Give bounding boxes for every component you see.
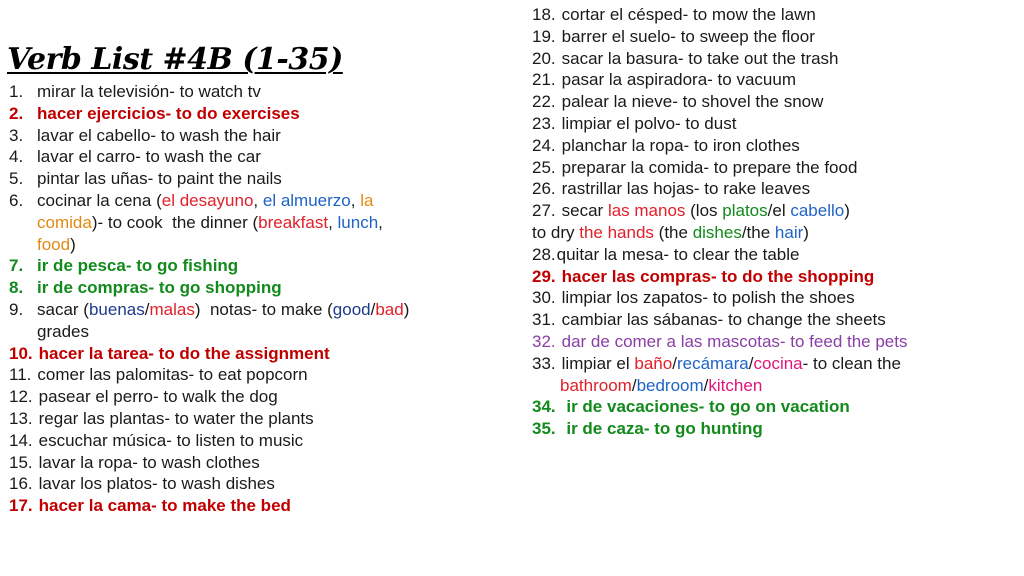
list-item-continuation: [9, 234, 509, 256]
list-item: [9, 125, 509, 147]
item-number: 23.: [532, 113, 556, 133]
item-text: good: [332, 299, 371, 319]
item-text: the hands: [579, 222, 654, 242]
list-item: [9, 364, 509, 386]
item-number: 9.: [9, 299, 24, 319]
item-number: 28.: [532, 244, 556, 264]
item-text: /: [370, 299, 376, 319]
item-text: )- to cook the dinner (: [91, 212, 259, 232]
list-item: [532, 287, 1020, 309]
item-text: /: [748, 353, 754, 373]
item-text: barrer el suelo- to sweep the floor: [561, 26, 815, 46]
list-item: [9, 408, 509, 430]
item-text: las manos: [607, 201, 686, 221]
list-item: [9, 430, 509, 452]
list-item: [532, 26, 1020, 48]
list-item-continuation: [9, 212, 509, 234]
item-text: comida: [37, 212, 92, 232]
item-number: 34.: [532, 397, 556, 417]
item-text: ,: [253, 190, 263, 210]
list-item: [9, 168, 509, 190]
list-item-continuation: [532, 222, 1020, 244]
item-number: 7.: [9, 256, 24, 276]
verb-list-left: [9, 81, 509, 517]
item-number: 10.: [9, 343, 33, 363]
item-text: ir de pesca- to go fishing: [37, 256, 239, 276]
item-text: limpiar el polvo- to dust: [561, 113, 737, 133]
item-text: ): [70, 234, 76, 254]
list-item: [9, 146, 509, 168]
list-item: [9, 190, 509, 212]
item-text: hair: [774, 222, 804, 242]
list-item: [9, 255, 509, 277]
item-text: comer las palomitas- to eat popcorn: [37, 365, 308, 385]
list-item-continuation: [532, 375, 1020, 397]
item-number: 22.: [532, 92, 556, 112]
list-item: [532, 309, 1020, 331]
list-item: [532, 113, 1020, 135]
item-number: 2.: [9, 103, 24, 123]
verb-list-right: [532, 4, 1020, 440]
list-item: [9, 495, 509, 517]
item-text: (los: [685, 201, 723, 221]
list-item: [9, 386, 509, 408]
item-text: cambiar las sábanas- to change the sheets: [561, 310, 886, 330]
item-text: ) notas- to make (: [194, 299, 333, 319]
item-text: /: [672, 353, 677, 373]
list-item: [532, 200, 1020, 222]
item-number: 31.: [532, 310, 556, 330]
item-text: palear la nieve- to shovel the snow: [561, 92, 824, 112]
item-text: mirar la televisión- to watch tv: [37, 82, 261, 101]
item-number: 13.: [9, 408, 33, 428]
item-text: - to clean the: [802, 353, 901, 373]
item-text: limpiar el: [561, 353, 635, 373]
item-text: hacer la cama- to make the bed: [38, 496, 291, 516]
item-text: rastrillar las hojas- to rake leaves: [561, 179, 811, 199]
list-item: [532, 48, 1020, 70]
item-number: 26.: [532, 179, 556, 199]
list-item: [532, 135, 1020, 157]
item-text: baño: [634, 353, 673, 373]
list-item: [532, 157, 1020, 179]
item-text: lavar la ropa- to wash clothes: [38, 452, 260, 472]
item-text: ): [803, 222, 809, 242]
item-text: cabello: [790, 201, 845, 221]
item-number: 12.: [9, 387, 33, 407]
item-number: 11.: [9, 365, 32, 385]
item-text: regar las plantas- to water the plants: [38, 408, 314, 428]
item-text: buenas: [88, 299, 145, 319]
item-number: 6.: [9, 190, 24, 210]
item-text: ,: [378, 212, 383, 232]
item-text: platos: [722, 201, 768, 221]
item-text: quitar la mesa- to clear the table: [556, 244, 800, 264]
item-text: hacer la tarea- to do the assignment: [38, 343, 330, 363]
list-item: [532, 244, 1020, 266]
item-text: /el: [767, 201, 791, 221]
list-item: [532, 418, 1020, 440]
item-text: ): [844, 201, 850, 221]
item-text: /the: [741, 222, 775, 242]
item-text: lavar el cabello- to wash the hair: [37, 125, 281, 145]
item-text: ir de compras- to go shopping: [37, 278, 282, 298]
item-number: 5.: [9, 169, 24, 189]
item-text: planchar la ropa- to iron clothes: [561, 135, 800, 155]
list-item: [532, 69, 1020, 91]
item-text: la: [360, 190, 374, 210]
list-item: [532, 353, 1020, 375]
item-text: food: [37, 234, 71, 254]
item-number: 35.: [532, 419, 556, 439]
list-item: [9, 299, 509, 321]
list-item: [9, 452, 509, 474]
item-number: 16.: [9, 474, 33, 494]
item-number: 32.: [532, 331, 556, 351]
item-text: hacer las compras- to do the shopping: [561, 266, 875, 286]
item-text: kitchen: [708, 375, 763, 395]
item-number: 3.: [9, 125, 24, 145]
item-text: cocina: [753, 353, 803, 373]
item-number: 19.: [532, 26, 556, 46]
item-text: el desayuno: [161, 190, 254, 210]
item-text: (the: [653, 222, 693, 242]
item-text: limpiar los zapatos- to polish the shoes: [561, 288, 855, 308]
item-text: el almuerzo: [262, 190, 351, 210]
item-text: ,: [328, 212, 338, 232]
item-number: 24.: [532, 135, 556, 155]
item-text: lunch: [337, 212, 379, 232]
item-text: dishes: [692, 222, 742, 242]
item-number: 29.: [532, 266, 556, 286]
item-number: 4.: [9, 147, 24, 167]
item-number: 18.: [532, 5, 556, 24]
item-text: secar: [561, 201, 608, 221]
item-text: pasar la aspiradora- to vacuum: [561, 70, 796, 90]
list-item: [9, 473, 509, 495]
item-text: lavar los platos- to wash dishes: [38, 474, 275, 494]
item-number: 33.: [532, 353, 556, 373]
item-text: ,: [350, 190, 361, 210]
item-text: ir de caza- to go hunting: [561, 419, 763, 439]
item-text: cocinar la cena (: [37, 190, 162, 210]
item-text: cortar el césped- to mow the lawn: [561, 5, 816, 24]
list-item: [9, 343, 509, 365]
item-text: /: [631, 375, 637, 395]
item-text: lavar el carro- to wash the car: [37, 147, 261, 167]
item-text: sacar la basura- to take out the trash: [561, 48, 839, 68]
item-text: sacar (: [37, 299, 89, 319]
page-title: Verb List #4B (1-35): [7, 42, 343, 77]
item-number: 21.: [532, 70, 556, 90]
item-number: 1.: [9, 82, 24, 101]
item-number: 14.: [9, 430, 33, 450]
item-number: 17.: [9, 496, 33, 516]
item-number: 30.: [532, 288, 556, 308]
list-item: [9, 81, 509, 103]
item-text: pasear el perro- to walk the dog: [38, 387, 278, 407]
item-text: to dry: [532, 222, 580, 242]
item-text: /: [144, 299, 150, 319]
item-number: 15.: [9, 452, 33, 472]
item-text: bad: [375, 299, 404, 319]
list-item: [532, 331, 1020, 353]
item-number: 8.: [9, 278, 24, 298]
item-text: bathroom: [560, 375, 632, 395]
item-text: ): [403, 299, 410, 319]
item-text: breakfast: [258, 212, 329, 232]
item-number: 27.: [532, 201, 556, 221]
item-text: dar de comer a las mascotas- to feed the pets: [561, 331, 908, 351]
list-item: [9, 103, 509, 125]
list-item-continuation: [9, 321, 509, 343]
list-item: [532, 178, 1020, 200]
item-text: pintar las uñas- to paint the nails: [37, 169, 282, 189]
item-text: ir de vacaciones- to go on vacation: [561, 397, 850, 417]
item-text: escuchar música- to listen to music: [38, 430, 304, 450]
list-item: [532, 396, 1020, 418]
list-item: [532, 4, 1020, 26]
item-text: grades: [37, 321, 89, 341]
item-number: 25.: [532, 157, 556, 177]
item-text: preparar la comida- to prepare the food: [561, 157, 858, 177]
item-text: bedroom: [636, 375, 704, 395]
list-item: [9, 277, 509, 299]
list-item: [532, 266, 1020, 288]
item-number: 20.: [532, 48, 556, 68]
item-text: /: [703, 375, 709, 395]
list-item: [532, 91, 1020, 113]
item-text: malas: [149, 299, 195, 319]
item-text: recámara: [676, 353, 749, 373]
item-text: hacer ejercicios- to do exercises: [37, 103, 300, 123]
